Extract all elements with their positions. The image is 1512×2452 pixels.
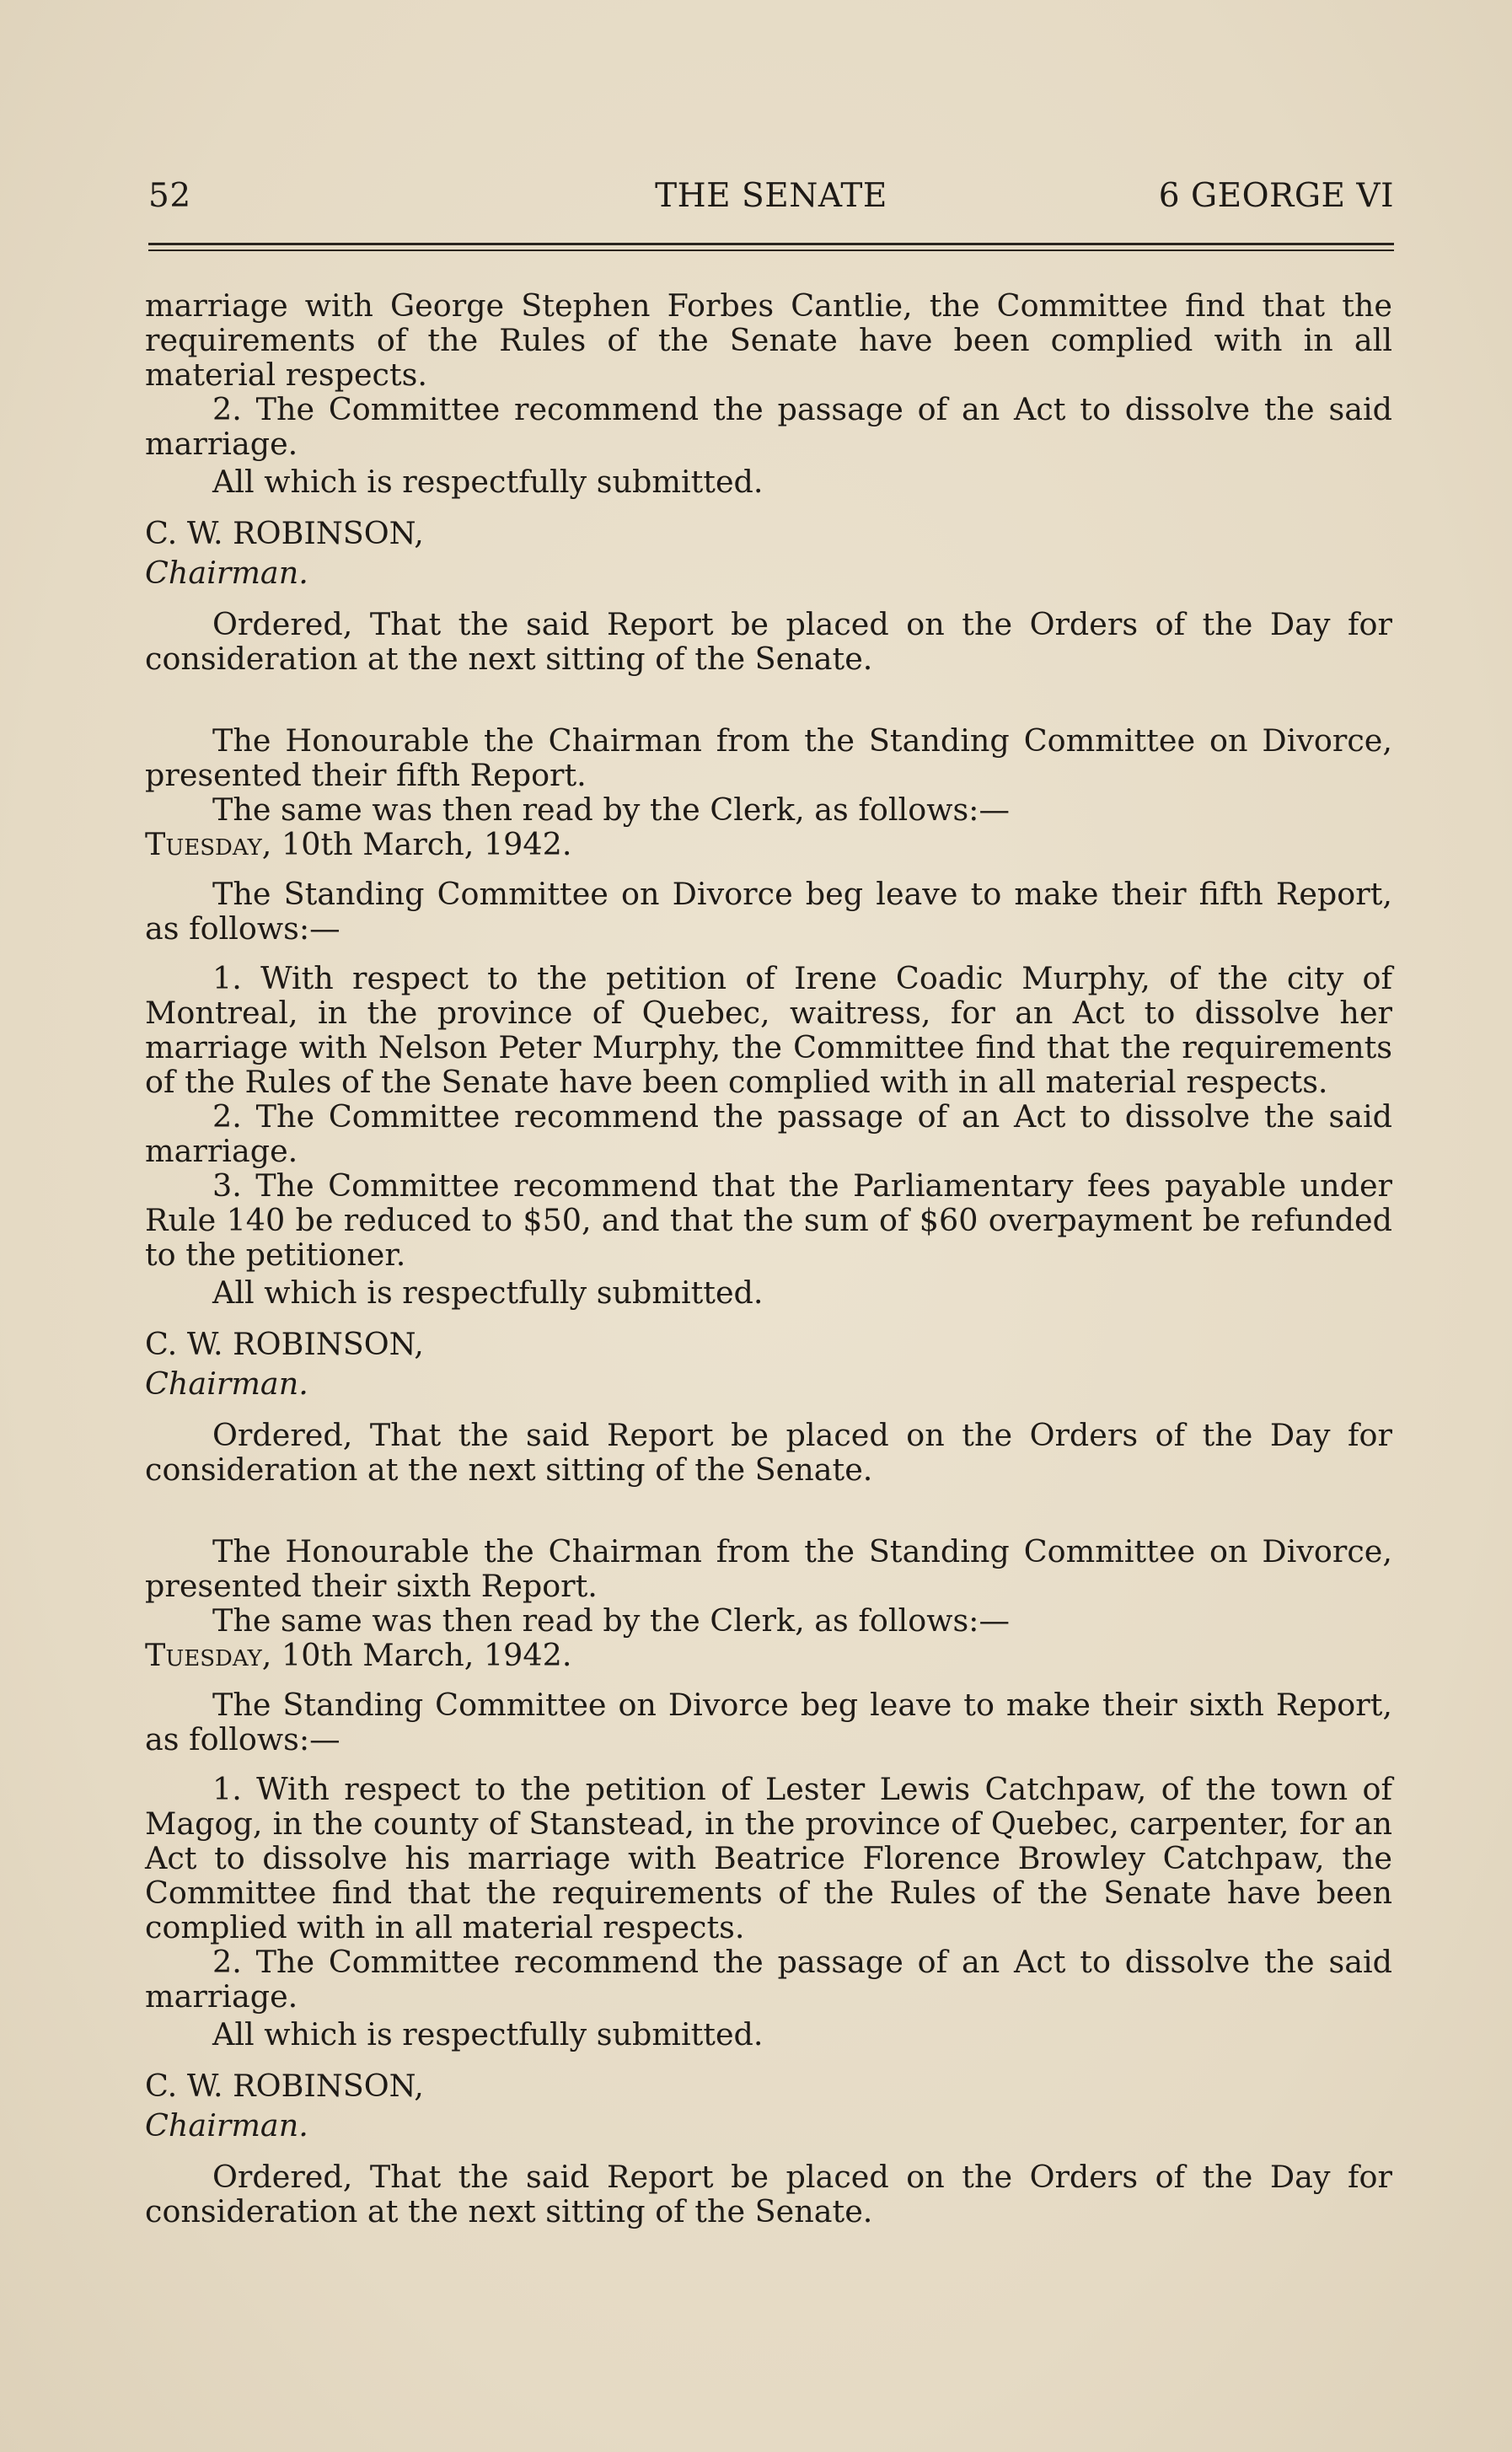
reading-line: The same was then read by the Clerk, as follows:— xyxy=(212,791,1010,828)
signatory-role: Chairman. xyxy=(145,1366,308,1402)
report-date-day: Tuesday, xyxy=(145,826,272,862)
running-title: THE SENATE xyxy=(655,177,887,215)
order-paragraph: Ordered, That the said Report be placed on the Orders of the Day for consideration at the next sitting of the Senate. xyxy=(145,1417,1392,1488)
report-item-2: 2. The Committee recommend the passage of an Act to dissolve the said marriage. xyxy=(145,1944,1392,2015)
presentation-paragraph: The Honourable the Chairman from the Standing Committee on Divorce, presented their sixth Report. xyxy=(145,1533,1392,1604)
regnal-year: 6 GEORGE VI xyxy=(1158,177,1394,215)
signatory-name: C. W. ROBINSON, xyxy=(145,1326,424,1362)
page-header xyxy=(148,177,1394,228)
report-item-3: 3. The Committee recommend that the Parliamentary fees payable under Rule 140 be reduced to $50, and that the sum of $60 overpayment be refunded to the petitioner. xyxy=(145,1167,1392,1273)
fifth-report xyxy=(145,723,1392,1487)
submission-line: All which is respectfully submitted. xyxy=(212,1274,764,1311)
header-rule-top xyxy=(148,243,1394,245)
signatory-name: C. W. ROBINSON, xyxy=(145,2068,424,2104)
reading-line: The same was then read by the Clerk, as follows:— xyxy=(212,1602,1010,1639)
report-item-1: 1. With respect to the petition of Lester Lewis Catchpaw, of the town of Magog, in the county of Stanstead, in the province of Quebec, carpenter, for an Act to dissolve his marriage with Beatrice Florence Browley Catchpaw, the Committee find that the requirements of the Rules of the Senate have been complied with in all material respects. xyxy=(145,1771,1392,1945)
submission-line: All which is respectfully submitted. xyxy=(212,2016,764,2052)
report-date xyxy=(145,827,1392,861)
report-continuation xyxy=(145,288,1392,676)
report-date-day: Tuesday, xyxy=(145,1637,272,1673)
document-body xyxy=(145,288,1392,2229)
sixth-report xyxy=(145,1534,1392,2229)
signatory-role: Chairman. xyxy=(145,2107,308,2143)
signatory-role: Chairman. xyxy=(145,555,308,591)
report-date xyxy=(145,1638,1392,1672)
submission-line: All which is respectfully submitted. xyxy=(212,464,764,500)
report-intro: The Standing Committee on Divorce beg leave to make their sixth Report, as follows:— xyxy=(145,1687,1392,1757)
report-date-rest: 10th March, 1942. xyxy=(271,826,572,862)
signatory-name: C. W. ROBINSON, xyxy=(145,515,424,551)
page-number: 52 xyxy=(148,177,191,215)
continuation-paragraph: marriage with George Stephen Forbes Cantlie, the Committee find that the requirements of the Rules of the Senate have been complied with in all material respects. xyxy=(145,287,1392,393)
presentation-paragraph: The Honourable the Chairman from the Standing Committee on Divorce, presented their fifth Report. xyxy=(145,722,1392,793)
header-rule-bottom xyxy=(148,249,1394,251)
order-paragraph: Ordered, That the said Report be placed on the Orders of the Day for consideration at the next sitting of the Senate. xyxy=(145,2159,1392,2229)
report-item-1: 1. With respect to the petition of Irene Coadic Murphy, of the city of Montreal, in the province of Quebec, waitress, for an Act to dissolve her marriage with Nelson Peter Murphy, the Committee find that the requirements of the Rules of the Senate have been complied with in all material respects. xyxy=(145,960,1392,1100)
report-date-rest: 10th March, 1942. xyxy=(271,1637,572,1673)
order-paragraph: Ordered, That the said Report be placed on the Orders of the Day for consideration at the next sitting of the Senate. xyxy=(145,606,1392,677)
report-item-2: 2. The Committee recommend the passage of an Act to dissolve the said marriage. xyxy=(145,1098,1392,1169)
recommendation-paragraph: 2. The Committee recommend the passage of an Act to dissolve the said marriage. xyxy=(145,391,1392,462)
report-intro: The Standing Committee on Divorce beg leave to make their fifth Report, as follows:— xyxy=(145,876,1392,947)
